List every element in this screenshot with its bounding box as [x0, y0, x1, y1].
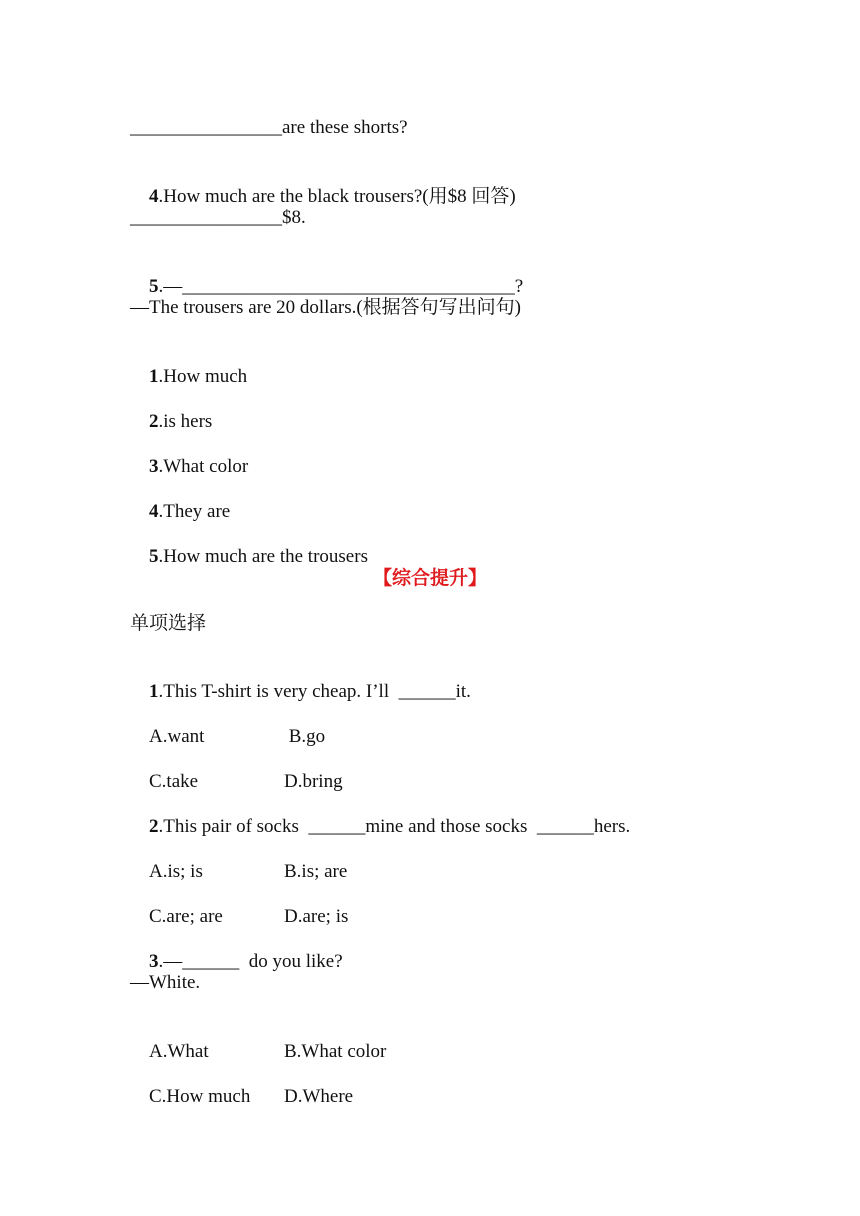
answer-number: 3	[149, 456, 159, 477]
option-b: B.is; are	[284, 861, 348, 882]
question-stem: .This T-shirt is very cheap. I’ll ______it.	[158, 681, 471, 702]
option-a: A.want	[149, 726, 205, 747]
option-a: A.is; is	[149, 861, 203, 882]
option-c: C.How much	[149, 1086, 251, 1107]
question-text: .How much are the black trousers?(用$8 回答)	[158, 186, 516, 207]
answer-number: 2	[149, 411, 159, 432]
question-text: .—___________________________________?	[158, 276, 524, 297]
option-c: C.take	[149, 771, 199, 792]
section-title: 【综合提升】	[372, 567, 487, 589]
mc-question-3-reply: —White.	[130, 972, 201, 993]
question-stem: .—______ do you like?	[158, 951, 343, 972]
question-stem: .This pair of socks ______mine and those socks ______hers.	[158, 816, 631, 837]
option-b: B.What color	[284, 1041, 387, 1062]
question-number: 3	[149, 951, 159, 972]
option-a: A.What	[149, 1041, 209, 1062]
option-d: D.Where	[284, 1086, 354, 1107]
q3-answer-line: ________________are these shorts?	[130, 117, 408, 138]
question-number: 4	[149, 186, 159, 207]
answer-text: .How much	[158, 366, 248, 387]
answer-text: .is hers	[158, 411, 213, 432]
question-number: 1	[149, 681, 159, 702]
answer-number: 5	[149, 546, 159, 567]
option-c: C.are; are	[149, 906, 223, 927]
option-d: D.bring	[284, 771, 343, 792]
answer-text: .They are	[158, 501, 231, 522]
mc-options-row	[130, 1061, 353, 1133]
answer-text: .How much are the trousers	[158, 546, 368, 567]
answer-number: 1	[149, 366, 159, 387]
question-number: 5	[149, 276, 159, 297]
q4-answer-line: ________________$8.	[130, 207, 306, 228]
answer-text: .What color	[158, 456, 249, 477]
answer-number: 4	[149, 501, 159, 522]
q5-reply: —The trousers are 20 dollars.(根据答句写出问句)	[130, 297, 522, 318]
section-subtitle: 单项选择	[130, 612, 207, 634]
option-d: D.are; is	[284, 906, 349, 927]
question-number: 2	[149, 816, 159, 837]
option-b: B.go	[284, 726, 326, 747]
